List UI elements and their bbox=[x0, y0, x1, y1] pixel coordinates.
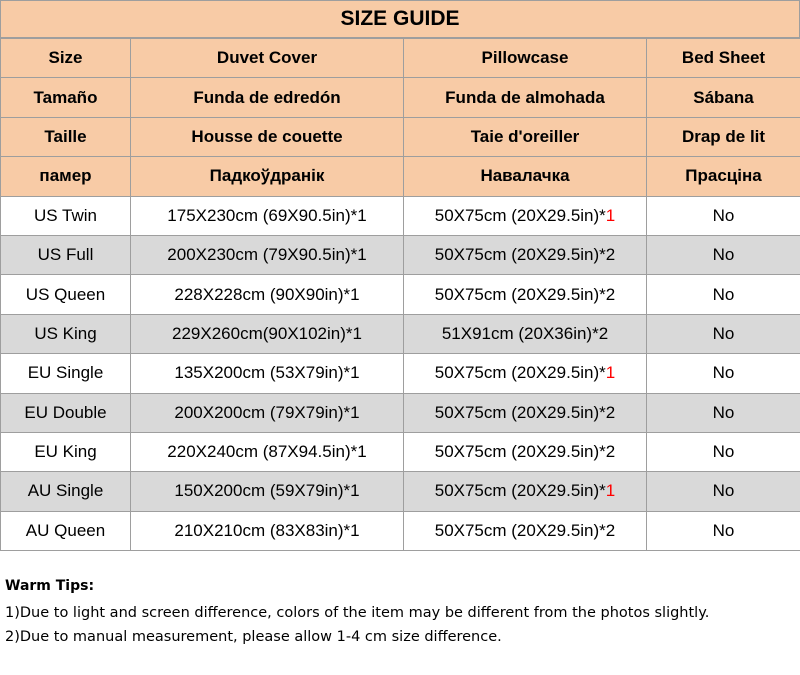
duvet-cell: 229X260cm(90X102in)*1 bbox=[131, 314, 404, 353]
header-cell: Funda de almohada bbox=[404, 78, 647, 117]
pillowcase-cell bbox=[404, 432, 647, 471]
header-row-english bbox=[1, 39, 800, 78]
table-row bbox=[1, 393, 800, 432]
header-row-belarusian bbox=[1, 157, 800, 196]
pillowcase-qty: 1 bbox=[605, 363, 616, 383]
duvet-cell: 175X230cm (69X90.5in)*1 bbox=[131, 196, 404, 235]
pillowcase-dims: 50X75cm (20X29.5in)* bbox=[434, 442, 606, 462]
header-cell: Housse de couette bbox=[131, 117, 404, 156]
header-cell: Taille bbox=[1, 117, 131, 156]
size-table-body bbox=[1, 39, 800, 551]
bed-sheet-cell: No bbox=[647, 472, 800, 511]
header-cell: Funda de edredón bbox=[131, 78, 404, 117]
table-row bbox=[1, 354, 800, 393]
header-row-french bbox=[1, 117, 800, 156]
pillowcase-dims: 51X91cm (20X36in)* bbox=[441, 323, 599, 343]
table-row bbox=[1, 432, 800, 471]
pillowcase-dims: 50X75cm (20X29.5in)* bbox=[434, 520, 606, 540]
pillowcase-qty: 1 bbox=[605, 205, 616, 225]
duvet-cell: 150X200cm (59X79in)*1 bbox=[131, 472, 404, 511]
bed-sheet-cell: No bbox=[647, 275, 800, 314]
bed-sheet-cell: No bbox=[647, 314, 800, 353]
pillowcase-dims: 50X75cm (20X29.5in)* bbox=[434, 245, 606, 265]
table-row bbox=[1, 511, 800, 550]
table-row bbox=[1, 314, 800, 353]
duvet-cell: 210X210cm (83X83in)*1 bbox=[131, 511, 404, 550]
pillowcase-qty: 2 bbox=[598, 323, 609, 343]
size-cell: US Queen bbox=[1, 275, 131, 314]
size-cell: AU Single bbox=[1, 472, 131, 511]
header-cell: Tamaño bbox=[1, 78, 131, 117]
header-cell: памер bbox=[1, 157, 131, 196]
warm-tips bbox=[5, 578, 795, 649]
header-cell: Drap de lit bbox=[647, 117, 800, 156]
pillowcase-cell bbox=[404, 196, 647, 235]
bed-sheet-cell: No bbox=[647, 354, 800, 393]
table-row bbox=[1, 472, 800, 511]
size-cell: US Twin bbox=[1, 196, 131, 235]
size-table bbox=[0, 38, 800, 551]
pillowcase-qty: 2 bbox=[605, 442, 616, 462]
duvet-cell: 200X230cm (79X90.5in)*1 bbox=[131, 235, 404, 274]
table-row bbox=[1, 275, 800, 314]
bed-sheet-cell: No bbox=[647, 432, 800, 471]
size-cell: AU Queen bbox=[1, 511, 131, 550]
pillowcase-dims: 50X75cm (20X29.5in)* bbox=[434, 363, 606, 383]
pillowcase-qty: 2 bbox=[605, 402, 616, 422]
pillowcase-qty: 2 bbox=[605, 520, 616, 540]
duvet-cell: 220X240cm (87X94.5in)*1 bbox=[131, 432, 404, 471]
size-cell: EU Double bbox=[1, 393, 131, 432]
header-cell: Sábana bbox=[647, 78, 800, 117]
pillowcase-dims: 50X75cm (20X29.5in)* bbox=[434, 402, 606, 422]
table-row bbox=[1, 235, 800, 274]
header-cell: Падкоўдранік bbox=[131, 157, 404, 196]
pillowcase-qty: 1 bbox=[605, 481, 616, 501]
header-cell: Size bbox=[1, 39, 131, 78]
pillowcase-qty: 2 bbox=[605, 284, 616, 304]
size-cell: EU Single bbox=[1, 354, 131, 393]
table-row bbox=[1, 196, 800, 235]
size-cell: US King bbox=[1, 314, 131, 353]
pillowcase-cell bbox=[404, 275, 647, 314]
pillowcase-qty: 2 bbox=[605, 245, 616, 265]
warm-tip-1: 1)Due to light and screen difference, colors of the item may be different from the photos slightly. bbox=[5, 605, 710, 621]
pillowcase-cell bbox=[404, 393, 647, 432]
header-row-spanish bbox=[1, 78, 800, 117]
bed-sheet-cell: No bbox=[647, 196, 800, 235]
pillowcase-cell bbox=[404, 472, 647, 511]
bed-sheet-cell: No bbox=[647, 393, 800, 432]
warm-tips-title: Warm Tips: bbox=[5, 578, 95, 594]
warm-tip-2: 2)Due to manual measurement, please allow 1-4 cm size difference. bbox=[5, 629, 502, 645]
size-guide-title: SIZE GUIDE bbox=[0, 0, 800, 38]
bed-sheet-cell: No bbox=[647, 511, 800, 550]
duvet-cell: 135X200cm (53X79in)*1 bbox=[131, 354, 404, 393]
bed-sheet-cell: No bbox=[647, 235, 800, 274]
pillowcase-cell bbox=[404, 354, 647, 393]
pillowcase-dims: 50X75cm (20X29.5in)* bbox=[434, 284, 606, 304]
header-cell: Duvet Cover bbox=[131, 39, 404, 78]
duvet-cell: 228X228cm (90X90in)*1 bbox=[131, 275, 404, 314]
header-cell: Pillowcase bbox=[404, 39, 647, 78]
header-cell: Bed Sheet bbox=[647, 39, 800, 78]
size-cell: US Full bbox=[1, 235, 131, 274]
pillowcase-cell bbox=[404, 235, 647, 274]
pillowcase-cell bbox=[404, 511, 647, 550]
pillowcase-dims: 50X75cm (20X29.5in)* bbox=[434, 481, 606, 501]
header-cell: Taie d'oreiller bbox=[404, 117, 647, 156]
header-cell: Прасціна bbox=[647, 157, 800, 196]
header-cell: Навалачка bbox=[404, 157, 647, 196]
duvet-cell: 200X200cm (79X79in)*1 bbox=[131, 393, 404, 432]
pillowcase-dims: 50X75cm (20X29.5in)* bbox=[434, 205, 606, 225]
size-cell: EU King bbox=[1, 432, 131, 471]
pillowcase-cell bbox=[404, 314, 647, 353]
